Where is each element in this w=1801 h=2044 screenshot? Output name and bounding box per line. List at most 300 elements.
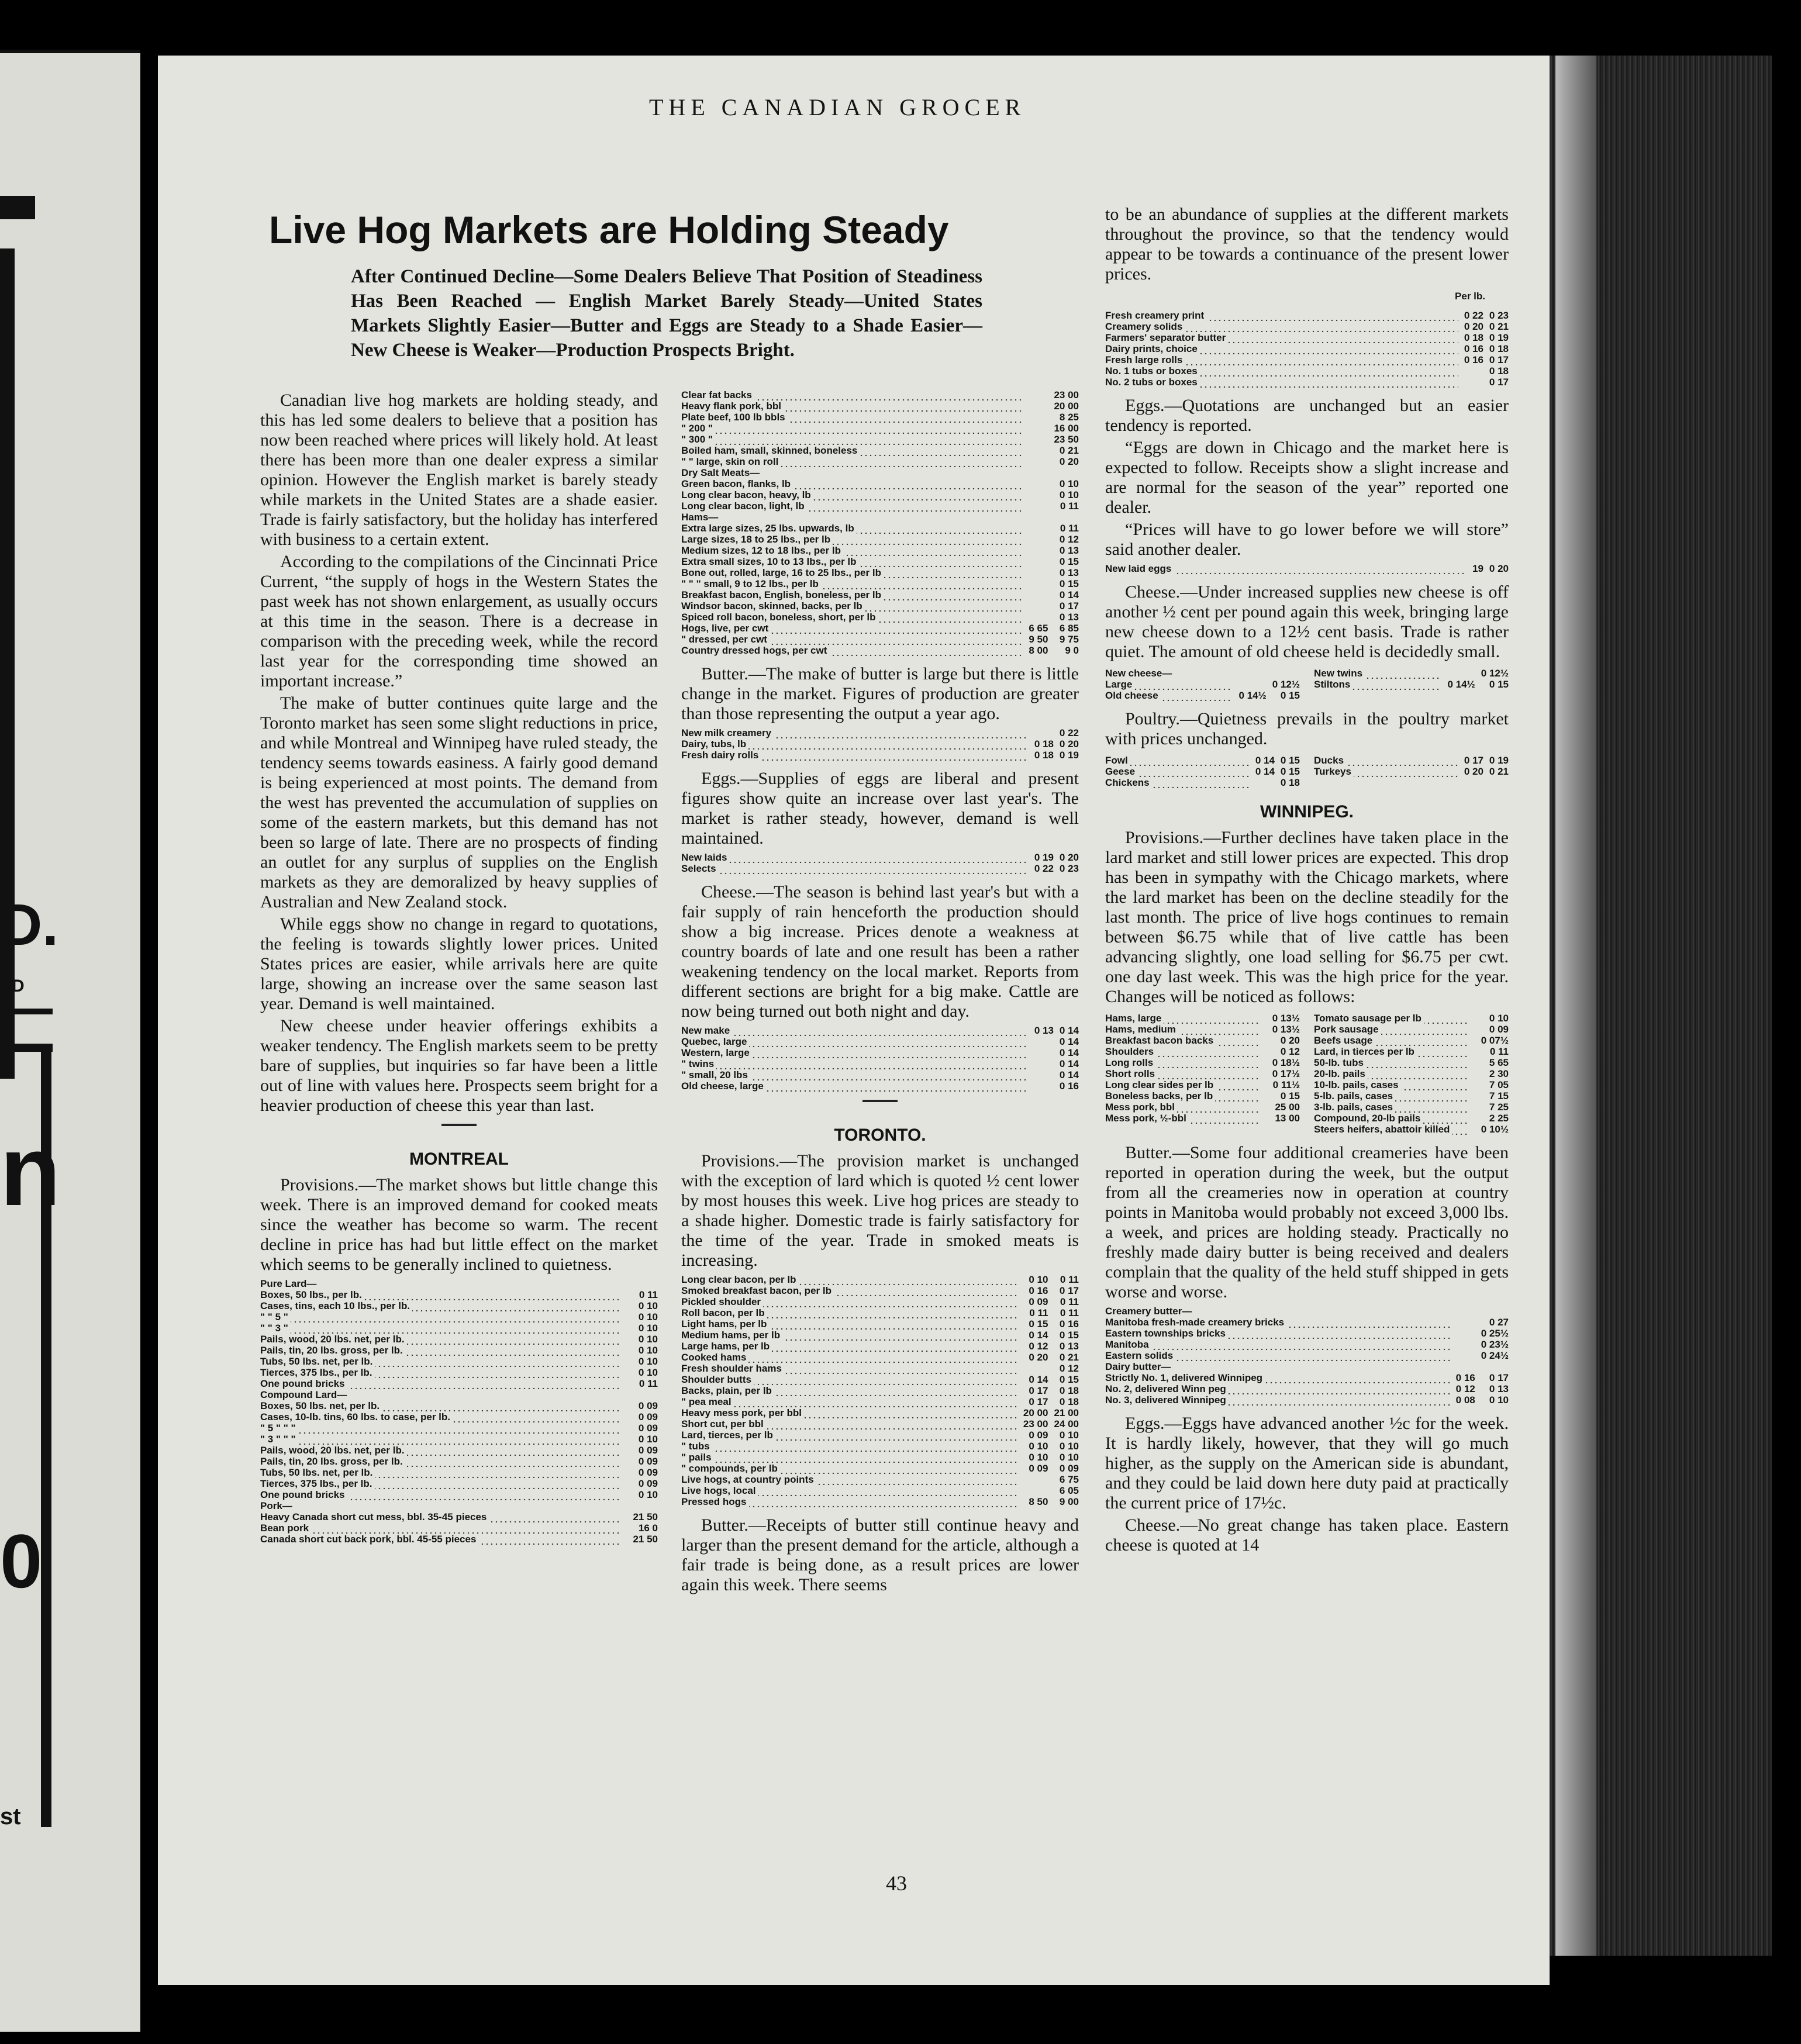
price-high: 9 0 bbox=[1065, 645, 1079, 656]
item-label: Large sizes, 18 to 25 lbs., per lb bbox=[681, 534, 1023, 545]
price-low bbox=[1029, 1047, 1054, 1058]
item-label: 20-lb. pails bbox=[1314, 1068, 1469, 1079]
price-high: 0 15 bbox=[1059, 578, 1079, 589]
item-label: Tubs, 50 lbs. net, per lb. bbox=[260, 1356, 621, 1367]
price-low bbox=[621, 1289, 627, 1300]
item-label: " 3 " " " bbox=[260, 1434, 621, 1445]
table-row bbox=[1105, 1306, 1509, 1317]
price-low bbox=[621, 1511, 627, 1522]
item-label: Green bacon, flanks, lb bbox=[681, 478, 1023, 489]
paragraph: “Eggs are down in Chicago and the market here is expected to follow. Receipts show a slight increase and are normal for the season of the year” reported one dealer. bbox=[1105, 438, 1509, 517]
item-label: Long rolls bbox=[1105, 1057, 1261, 1068]
table-row bbox=[681, 634, 1079, 645]
table-row bbox=[260, 1522, 658, 1534]
price-high: 0 17½ bbox=[1272, 1068, 1300, 1079]
item-label: New laid eggs bbox=[1105, 563, 1467, 574]
price-low: 0 17 bbox=[1029, 1396, 1048, 1407]
table-row bbox=[1314, 1124, 1509, 1135]
item-label: Dry Salt Meats— bbox=[681, 467, 1023, 478]
page-edge bbox=[1550, 56, 1772, 1956]
price-high: 0 22 bbox=[1059, 727, 1079, 738]
price-high: 0 10 bbox=[638, 1434, 658, 1445]
item-label: Long clear sides per lb bbox=[1105, 1079, 1261, 1090]
item-label: Canada short cut back pork, bbl. 45-55 pieces bbox=[260, 1534, 621, 1545]
price-high: 0 10 bbox=[1059, 1430, 1079, 1441]
table-row bbox=[1105, 668, 1300, 679]
table-row bbox=[1105, 1361, 1509, 1372]
price-low bbox=[621, 1356, 627, 1367]
price-low bbox=[1023, 423, 1048, 434]
price-low bbox=[1261, 1057, 1267, 1068]
table-row bbox=[1314, 679, 1509, 690]
price-low bbox=[1023, 400, 1048, 412]
table-row bbox=[681, 623, 1079, 634]
price-low bbox=[1023, 534, 1048, 545]
price-high: 6 75 bbox=[1059, 1474, 1079, 1485]
table-row bbox=[260, 1534, 658, 1545]
price-low: 23 00 bbox=[1023, 1418, 1048, 1430]
table-row bbox=[681, 750, 1079, 761]
price-high: 0 11½ bbox=[1272, 1079, 1300, 1090]
item-label: Tubs, 50 lbs. net, per lb. bbox=[260, 1467, 621, 1478]
item-label: Live hogs, at country points bbox=[681, 1474, 1017, 1485]
table-row bbox=[681, 863, 1079, 874]
price-low bbox=[621, 1500, 627, 1511]
price-low bbox=[1469, 1113, 1475, 1124]
price-high: 0 13 bbox=[1059, 567, 1079, 578]
facing-page bbox=[0, 50, 140, 2032]
price-low bbox=[621, 1434, 627, 1445]
price-low bbox=[1023, 500, 1048, 512]
price-high: 0 10 bbox=[638, 1334, 658, 1345]
price-high: 7 25 bbox=[1489, 1102, 1509, 1113]
paragraph: Eggs.—Eggs have advanced another ½c for the week. It is hardly likely, however, that they will go much higher, as the supply on the American side is abundant, and they could be laid down here duty paid at practically the current price of 17½c. bbox=[1105, 1414, 1509, 1513]
price-low bbox=[1469, 1102, 1475, 1113]
item-label: Bone out, rolled, large, 16 to 25 lbs., per lb bbox=[681, 567, 1023, 578]
price-low: 0 14 bbox=[1255, 766, 1275, 777]
price-high: 0 16 bbox=[1059, 1318, 1079, 1330]
item-label: Long clear bacon, light, lb bbox=[681, 500, 1023, 512]
table-row bbox=[1105, 777, 1300, 788]
table-row bbox=[681, 1025, 1079, 1036]
item-label: Steers heifers, abattoir killed bbox=[1314, 1124, 1469, 1135]
item-label: Shoulder butts bbox=[681, 1374, 1017, 1385]
price-high: 0 14 bbox=[1059, 1025, 1079, 1036]
item-label: Boneless backs, per lb bbox=[1105, 1090, 1261, 1102]
item-label: " twins bbox=[681, 1058, 1029, 1069]
item-label: Manitoba bbox=[1105, 1339, 1450, 1350]
table-row bbox=[681, 589, 1079, 600]
price-high: 0 12½ bbox=[1272, 679, 1300, 690]
price-low bbox=[1023, 556, 1048, 567]
table-row bbox=[1105, 310, 1509, 321]
price-low bbox=[1023, 445, 1048, 456]
item-label: " " 5 " bbox=[260, 1311, 621, 1323]
table-row bbox=[681, 1374, 1079, 1385]
price-low bbox=[621, 1478, 627, 1489]
table-row bbox=[1105, 332, 1509, 343]
table-row bbox=[1314, 1090, 1509, 1102]
price-low: 0 20 bbox=[1029, 1352, 1048, 1363]
item-label: Old cheese, large bbox=[681, 1080, 1029, 1092]
price-low: 0 14 bbox=[1255, 755, 1275, 766]
table-row bbox=[1105, 766, 1300, 777]
price-high: 0 18 bbox=[1059, 1385, 1079, 1396]
price-high: 0 23 bbox=[1489, 310, 1509, 321]
item-label: Cases, tins, each 10 lbs., per lb. bbox=[260, 1300, 621, 1311]
price-high: 0 11 bbox=[639, 1378, 658, 1389]
price-high: 0 20 bbox=[1280, 1035, 1300, 1046]
item-label: Farmers' separator butter bbox=[1105, 332, 1458, 343]
price-high: 0 16 bbox=[1059, 1080, 1079, 1092]
table-row bbox=[260, 1378, 658, 1389]
paragraph: Poultry.—Quietness prevails in the poultry market with prices unchanged. bbox=[1105, 709, 1509, 748]
paragraph: Provisions.—The market shows but little change this week. There is an improved demand for cooked meats since the weather has become so warm. The recent decline in price has had but little effect on the market which seems to be generally inclined to quietness. bbox=[260, 1175, 658, 1274]
price-low: 0 08 bbox=[1455, 1394, 1475, 1406]
table-row bbox=[1105, 1372, 1509, 1383]
table-row bbox=[681, 600, 1079, 612]
item-label: Pails, tin, 20 lbs. gross, per lb. bbox=[260, 1456, 621, 1467]
item-label: Bean pork bbox=[260, 1522, 621, 1534]
price-low bbox=[621, 1345, 627, 1356]
item-label: " " 3 " bbox=[260, 1323, 621, 1334]
table-row bbox=[681, 612, 1079, 623]
price-low bbox=[1469, 1090, 1475, 1102]
price-table bbox=[681, 389, 1079, 656]
item-label: Long clear bacon, per lb bbox=[681, 1274, 1017, 1285]
item-label: Manitoba fresh-made creamery bricks bbox=[1105, 1317, 1450, 1328]
item-label: " tubs bbox=[681, 1441, 1017, 1452]
price-low bbox=[621, 1445, 627, 1456]
price-low bbox=[1469, 1046, 1475, 1057]
item-label: Medium sizes, 12 to 18 lbs., per lb bbox=[681, 545, 1023, 556]
price-table bbox=[1314, 1013, 1509, 1135]
table-row bbox=[1105, 1317, 1509, 1328]
price-low: 9 50 bbox=[1029, 634, 1048, 645]
table-row bbox=[260, 1422, 658, 1434]
column-3 bbox=[1105, 205, 1509, 1558]
price-high: 0 15 bbox=[1280, 1090, 1300, 1102]
price-high: 0 10 bbox=[1489, 1013, 1509, 1024]
price-high: 0 13½ bbox=[1272, 1024, 1300, 1035]
table-row bbox=[260, 1356, 658, 1367]
table-row bbox=[681, 1441, 1079, 1452]
table-row bbox=[681, 1485, 1079, 1496]
price-high: 23 50 bbox=[1054, 434, 1079, 445]
price-high: 0 09 bbox=[638, 1456, 658, 1467]
table-row bbox=[260, 1367, 658, 1378]
price-high: 0 15 bbox=[1280, 755, 1300, 766]
price-low bbox=[1023, 612, 1048, 623]
price-low bbox=[1261, 1113, 1267, 1124]
table-row bbox=[681, 567, 1079, 578]
price-low bbox=[1023, 434, 1048, 445]
table-row bbox=[681, 456, 1079, 467]
price-low bbox=[621, 1534, 627, 1545]
price-low bbox=[1023, 456, 1048, 467]
table-row bbox=[681, 1341, 1079, 1352]
table-row bbox=[1105, 1350, 1509, 1361]
item-label: Hams, medium bbox=[1105, 1024, 1261, 1035]
price-table bbox=[1105, 1013, 1300, 1124]
item-label: Selects bbox=[681, 863, 1029, 874]
item-label: Hams, large bbox=[1105, 1013, 1261, 1024]
item-label: Stiltons bbox=[1314, 679, 1441, 690]
price-low: 6 65 bbox=[1029, 623, 1048, 634]
price-high: 0 19 bbox=[1059, 750, 1079, 761]
paragraph: Butter.—Some four additional creameries have been reported in operation during the week, but the output from all the creameries now in operation at country points in Manitoba would probably not exceed 3,000 lbs. a week, and prices are holding steady. Practically no freshly made dairy butter is being received and dealers complain that the quality of the held stuff shipped in gets worse and worse. bbox=[1105, 1143, 1509, 1301]
table-row bbox=[681, 1047, 1079, 1058]
table-row bbox=[1105, 1090, 1300, 1102]
price-high: 0 21 bbox=[1489, 766, 1509, 777]
table-row bbox=[681, 489, 1079, 500]
item-label: Dairy prints, choice bbox=[1105, 343, 1458, 354]
price-high: 0 12 bbox=[1059, 1363, 1079, 1374]
table-row bbox=[260, 1323, 658, 1334]
table-row bbox=[1105, 1013, 1300, 1024]
price-high: 0 09 bbox=[638, 1478, 658, 1489]
table-row bbox=[681, 852, 1079, 863]
price-low bbox=[1469, 1057, 1475, 1068]
table-row bbox=[1105, 1102, 1300, 1113]
item-label: Lard, in tierces per lb bbox=[1314, 1046, 1469, 1057]
price-high: 0 15 bbox=[1280, 766, 1300, 777]
item-label: Pickled shoulder bbox=[681, 1296, 1017, 1307]
item-label: Chickens bbox=[1105, 777, 1250, 788]
item-label: Spiced roll bacon, boneless, short, per lb bbox=[681, 612, 1023, 623]
table-row bbox=[681, 545, 1079, 556]
price-high: 0 11 bbox=[1060, 523, 1079, 534]
price-high: 0 23 bbox=[1059, 863, 1079, 874]
price-low: 0 16 bbox=[1464, 343, 1483, 354]
item-label: Medium hams, per lb bbox=[681, 1330, 1017, 1341]
price-high: 2 30 bbox=[1489, 1068, 1509, 1079]
price-high: 0 09 bbox=[638, 1400, 658, 1411]
item-label: Fresh shoulder hams bbox=[681, 1363, 1017, 1374]
price-high: 0 11 bbox=[1060, 1296, 1079, 1307]
price-high: 0 19 bbox=[1489, 332, 1509, 343]
table-row bbox=[681, 512, 1079, 523]
table-row bbox=[681, 645, 1079, 656]
price-low bbox=[1469, 1024, 1475, 1035]
price-table bbox=[1314, 668, 1509, 690]
item-label: No. 2, delivered Winn peg bbox=[1105, 1383, 1450, 1394]
table-row bbox=[681, 1080, 1079, 1092]
item-label: Heavy Canada short cut mess, bbl. 35-45 pieces bbox=[260, 1511, 621, 1522]
item-label: " " large, skin on roll bbox=[681, 456, 1023, 467]
item-label: " dressed, per cwt bbox=[681, 634, 1023, 645]
table-row bbox=[1314, 1102, 1509, 1113]
price-low bbox=[1458, 365, 1483, 377]
price-low bbox=[1261, 1013, 1267, 1024]
price-high: 9 75 bbox=[1059, 634, 1079, 645]
price-low: 0 18 bbox=[1464, 332, 1483, 343]
price-low: 0 17 bbox=[1464, 755, 1483, 766]
price-low bbox=[1469, 1013, 1475, 1024]
price-low: 0 22 bbox=[1034, 863, 1054, 874]
price-high: 0 17 bbox=[1489, 377, 1509, 388]
price-low: 0 20 bbox=[1464, 766, 1483, 777]
price-low: 0 11 bbox=[1029, 1307, 1048, 1318]
item-label: New twins bbox=[1314, 668, 1441, 679]
price-low: 0 12 bbox=[1029, 1341, 1048, 1352]
item-label: Dairy butter— bbox=[1105, 1361, 1450, 1372]
item-label: Backs, plain, per lb bbox=[681, 1385, 1017, 1396]
price-low: 0 10 bbox=[1029, 1441, 1048, 1452]
price-table bbox=[681, 727, 1079, 761]
table-row bbox=[260, 1511, 658, 1522]
price-table bbox=[681, 1025, 1079, 1092]
table-row bbox=[681, 1036, 1079, 1047]
table-row bbox=[681, 1418, 1079, 1430]
item-label: Large bbox=[1105, 679, 1233, 690]
price-low bbox=[621, 1378, 627, 1389]
item-label: Turkeys bbox=[1314, 766, 1458, 777]
table-row bbox=[1105, 563, 1509, 574]
item-label: Roll bacon, per lb bbox=[681, 1307, 1017, 1318]
table-row bbox=[1105, 1328, 1509, 1339]
left-fragment: n bbox=[0, 1116, 61, 1227]
price-high: 0 10 bbox=[1059, 489, 1079, 500]
section-heading: MONTREAL bbox=[409, 1149, 509, 1169]
column-1 bbox=[260, 391, 658, 1553]
price-low: 0 17 bbox=[1029, 1385, 1048, 1396]
item-label: No. 3, delivered Winnipeg bbox=[1105, 1394, 1450, 1406]
price-high: 13 00 bbox=[1275, 1113, 1300, 1124]
price-low bbox=[621, 1389, 627, 1400]
table-row bbox=[681, 1285, 1079, 1296]
table-row bbox=[681, 500, 1079, 512]
table-row bbox=[681, 1452, 1079, 1463]
price-low bbox=[1261, 1090, 1267, 1102]
price-high: 0 10 bbox=[638, 1345, 658, 1356]
price-low bbox=[621, 1323, 627, 1334]
item-label: Old cheese bbox=[1105, 690, 1233, 701]
price-high: 0 14 bbox=[1059, 1047, 1079, 1058]
item-label: Compound Lard— bbox=[260, 1389, 621, 1400]
item-label: New milk creamery bbox=[681, 727, 1029, 738]
item-label: Extra small sizes, 10 to 13 lbs., per lb bbox=[681, 556, 1023, 567]
item-label: Shoulders bbox=[1105, 1046, 1261, 1057]
table-row bbox=[1314, 1068, 1509, 1079]
table-row bbox=[681, 1430, 1079, 1441]
price-high: 0 12 bbox=[1280, 1046, 1300, 1057]
price-low bbox=[1469, 1124, 1475, 1135]
price-low: 8 50 bbox=[1029, 1496, 1048, 1507]
item-label: Breakfast bacon backs bbox=[1105, 1035, 1261, 1046]
item-label: Boiled ham, small, skinned, boneless bbox=[681, 445, 1023, 456]
price-low: 0 10 bbox=[1029, 1274, 1048, 1285]
item-label: 5-lb. pails, cases bbox=[1314, 1090, 1469, 1102]
price-low bbox=[1023, 600, 1048, 612]
item-label: Quebec, large bbox=[681, 1036, 1029, 1047]
item-label: Cases, 10-lb. tins, 60 lbs. to case, per lb. bbox=[260, 1411, 621, 1422]
price-high bbox=[1475, 1306, 1509, 1317]
item-label: Ducks bbox=[1314, 755, 1458, 766]
table-row bbox=[681, 738, 1079, 750]
price-low: 19 bbox=[1472, 563, 1483, 574]
item-label: Short cut, per bbl bbox=[681, 1418, 1017, 1430]
price-low bbox=[1450, 1328, 1475, 1339]
item-label: One pound bricks bbox=[260, 1378, 621, 1389]
price-high: 0 13 bbox=[1059, 545, 1079, 556]
paragraph: Cheese.—No great change has taken place. Eastern cheese is quoted at 14 bbox=[1105, 1515, 1509, 1555]
item-label: Beefs usage bbox=[1314, 1035, 1469, 1046]
price-high: 9 00 bbox=[1059, 1496, 1079, 1507]
item-label: Plate beef, 100 lb bbls bbox=[681, 412, 1023, 423]
item-label: " compounds, per lb bbox=[681, 1463, 1017, 1474]
table-row bbox=[1314, 766, 1509, 777]
price-low bbox=[1233, 668, 1266, 679]
item-label: Western, large bbox=[681, 1047, 1029, 1058]
table-row bbox=[681, 578, 1079, 589]
price-high: 0 27 bbox=[1489, 1317, 1509, 1328]
item-label: Geese bbox=[1105, 766, 1250, 777]
price-low bbox=[1023, 489, 1048, 500]
table-row bbox=[1105, 1394, 1509, 1406]
price-low bbox=[621, 1278, 627, 1289]
price-low bbox=[1023, 467, 1048, 478]
table-row bbox=[1314, 1046, 1509, 1057]
price-high: 0 18 bbox=[1059, 1396, 1079, 1407]
price-high: 0 21 bbox=[1489, 321, 1509, 332]
table-row bbox=[681, 1407, 1079, 1418]
table-row bbox=[1314, 1057, 1509, 1068]
item-label: Fresh creamery print bbox=[1105, 310, 1458, 321]
table-row bbox=[681, 389, 1079, 400]
table-row bbox=[681, 434, 1079, 445]
paragraph: Provisions.—The provision market is unchanged with the exception of lard which is quoted ½ cent lower by most houses this week. Live hog prices are steady to a shade higher. Domestic trade is fairly satisfactory for the time of the year. Trade in smoked meats is increasing. bbox=[681, 1151, 1079, 1270]
left-fragment: ED bbox=[0, 976, 25, 996]
item-label: Smoked breakfast bacon, per lb bbox=[681, 1285, 1017, 1296]
item-label: Tierces, 375 lbs., per lb. bbox=[260, 1478, 621, 1489]
price-high: 0 24½ bbox=[1481, 1350, 1509, 1361]
table-row bbox=[1314, 1079, 1509, 1090]
price-high: 0 11 bbox=[1060, 1274, 1079, 1285]
table-row bbox=[681, 1069, 1079, 1080]
price-table bbox=[1314, 755, 1509, 777]
price-high: 0 10 bbox=[638, 1489, 658, 1500]
column-2 bbox=[681, 386, 1079, 1597]
table-row bbox=[260, 1289, 658, 1300]
paragraph: Butter.—Receipts of butter still continue heavy and larger than the present demand for the article, although a fair trade is being done, as a result prices are lower again this week. There seems bbox=[681, 1515, 1079, 1594]
price-high: 0 10 bbox=[638, 1311, 658, 1323]
price-high: 0 13 bbox=[1059, 612, 1079, 623]
price-low: 0 13 bbox=[1034, 1025, 1054, 1036]
table-row bbox=[1105, 1035, 1300, 1046]
price-high: 0 13 bbox=[1489, 1383, 1509, 1394]
paragraph: Provisions.—Further declines have taken place in the lard market and still lower prices are expected. This drop has been in sympathy with the Chicago markets, where the lard market has been on the decline steadily for the last month. The price of live hogs continues to remain between $6.75 while that of live cattle has been advancing slightly, one load selling for $6.75 per cwt. one day last week. This was the high price for the year. Changes will be noticed as follows: bbox=[1105, 828, 1509, 1006]
table-row bbox=[1105, 365, 1509, 377]
table-row bbox=[1314, 1035, 1509, 1046]
price-high: 0 09 bbox=[638, 1422, 658, 1434]
two-column-table bbox=[1105, 751, 1509, 796]
paragraph: Cheese.—Under increased supplies new cheese is off another ½ cent per pound again this week, bringing large new cheese down to a 12½ cent basis. Trade is rather quiet. The amount of old cheese held is decidedly small. bbox=[1105, 582, 1509, 661]
item-label: One pound bricks bbox=[260, 1489, 621, 1500]
item-label: Pails, wood, 20 lbs. net, per lb. bbox=[260, 1445, 621, 1456]
item-label: Pork— bbox=[260, 1500, 621, 1511]
item-label: Extra large sizes, 25 lbs. upwards, lb bbox=[681, 523, 1023, 534]
divider bbox=[862, 1100, 898, 1102]
price-high: 7 15 bbox=[1489, 1090, 1509, 1102]
price-low bbox=[1250, 777, 1275, 788]
price-low bbox=[1261, 1024, 1267, 1035]
paragraph: According to the compilations of the Cincinnati Price Current, “the supply of hogs in the Western States the past week has not shown enlargement, as usually occurs at this time in the season. There is a decrease in comparison with the preceding week, while the record last year for the corresponding time showed an important increase.” bbox=[260, 552, 658, 690]
paragraph: “Prices will have to go lower before we will store” said another dealer. bbox=[1105, 520, 1509, 559]
price-low bbox=[621, 1489, 627, 1500]
item-label: Heavy mess pork, per bbl bbox=[681, 1407, 1017, 1418]
price-high: 0 10½ bbox=[1481, 1124, 1509, 1135]
